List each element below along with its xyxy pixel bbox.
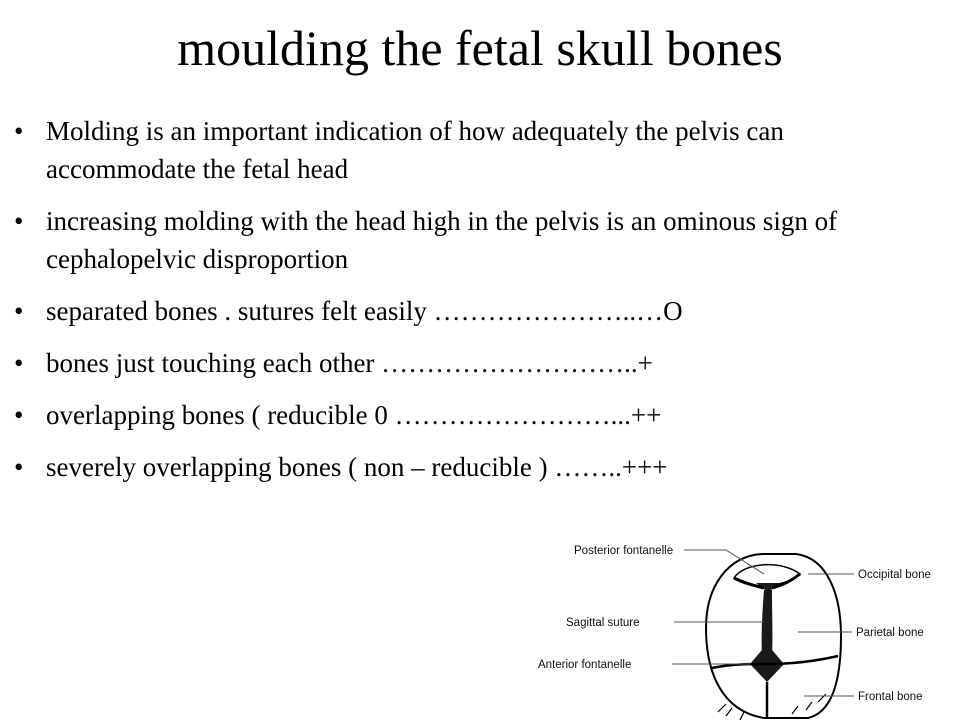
bullet-dot-icon: • <box>14 400 24 430</box>
bullet-item <box>0 202 960 278</box>
label-posterior-fontanelle: Posterior fontanelle <box>574 545 674 557</box>
bullet-text: increasing molding with the head high in the pelvis is an ominous sign of cephalopelvic disproportion <box>46 206 838 274</box>
bullet-text: severely overlapping bones ( non – reducible ) ……..+++ <box>46 452 668 482</box>
bullet-item <box>0 292 960 330</box>
bullet-dot-icon: • <box>14 348 24 378</box>
fetal-skull-diagram <box>536 536 960 720</box>
fetal-skull-svg <box>536 536 960 720</box>
bullet-text: separated bones . sutures felt easily …………………..…O <box>46 296 683 326</box>
label-frontal-bone: Frontal bone <box>858 691 923 703</box>
bullet-list <box>0 112 960 500</box>
bullet-text: bones just touching each other ………………………..+ <box>46 348 653 378</box>
label-occipital-bone: Occipital bone <box>858 569 931 581</box>
bullet-dot-icon: • <box>14 452 24 482</box>
label-anterior-fontanelle: Anterior fontanelle <box>538 659 632 671</box>
label-parietal-bone: Parietal bone <box>856 627 924 639</box>
bullet-dot-icon: • <box>14 206 24 236</box>
bullet-text: Molding is an important indication of how adequately the pelvis can accommodate the fetal head <box>46 116 784 184</box>
label-sagittal-suture: Sagittal suture <box>566 617 640 629</box>
bullet-item <box>0 448 960 486</box>
bullet-item <box>0 344 960 382</box>
bullet-dot-icon: • <box>14 296 24 326</box>
bullet-item <box>0 112 960 188</box>
slide-title: moulding the fetal skull bones <box>177 20 783 76</box>
bullet-text: overlapping bones ( reducible 0 ……………………...++ <box>46 400 662 430</box>
bullet-item <box>0 396 960 434</box>
bullet-dot-icon: • <box>14 116 24 146</box>
